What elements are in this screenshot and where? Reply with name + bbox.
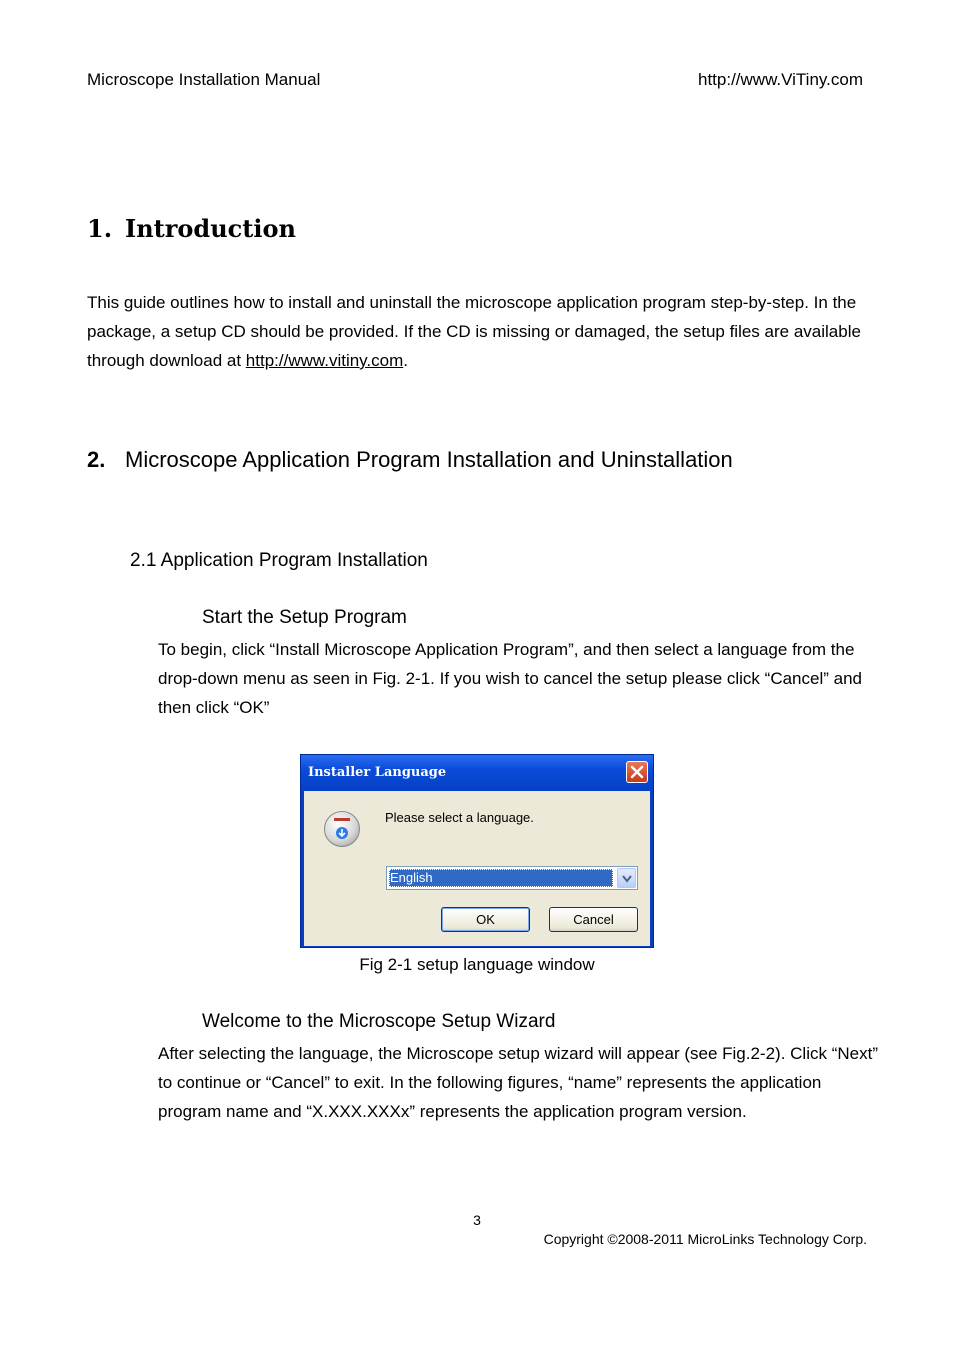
- section-1-number: 1.: [87, 214, 113, 243]
- section-1-heading: [87, 214, 296, 243]
- dialog-body: [304, 791, 650, 946]
- header-title: Microscope Installation Manual: [87, 70, 321, 89]
- intro-text: This guide outlines how to install and uninstall the microscope application program step-by-step. In the package, a setup CD should be provided. If the CD is missing or damaged, the setup files are available through download at: [87, 293, 861, 370]
- section-2-number: 2.: [87, 447, 106, 472]
- intro-paragraph: [87, 288, 877, 375]
- dropdown-arrow-icon[interactable]: [617, 868, 636, 888]
- section-1-title: Introduction: [125, 214, 296, 243]
- figure-caption: Fig 2-1 setup language window: [359, 955, 595, 974]
- step-start-setup-text: To begin, click “Install Microscope Application Program”, and then select a language from the drop-down menu as seen in Fig. 2-1. If you wish to cancel the setup please click “Cancel” and then click “OK”: [158, 640, 862, 717]
- dialog-title: Installer Language: [308, 765, 447, 780]
- vitiny-link[interactable]: http://www.vitiny.com: [245, 351, 404, 370]
- dialog-prompt: Please select a language.: [385, 810, 534, 825]
- step-welcome-text: After selecting the language, the Microscope setup wizard will appear (see Fig.2-2). Click “Next” to continue or “Cancel” to exit. In the following figures, “name” represents the application program name and “X.XXX.XXXx” represents the application program version.: [158, 1044, 878, 1121]
- page-number: 3: [473, 1212, 481, 1228]
- section-2-title: Microscope Application Program Installation and Uninstallation: [125, 447, 733, 472]
- language-select-value: English: [389, 869, 613, 887]
- cancel-button[interactable]: Cancel: [549, 907, 638, 932]
- step-start-setup-heading: Start the Setup Program: [202, 607, 407, 628]
- ok-button[interactable]: OK: [441, 907, 530, 932]
- section-2-heading: [87, 447, 733, 473]
- subsection-2-1-heading: 2.1 Application Program Installation: [130, 550, 428, 571]
- close-icon[interactable]: [626, 761, 648, 783]
- header-url: http://www.ViTiny.com: [697, 70, 863, 89]
- dialog-titlebar[interactable]: [301, 755, 653, 791]
- installer-icon: [324, 811, 360, 847]
- step-welcome-heading: Welcome to the Microscope Setup Wizard: [202, 1011, 556, 1032]
- language-select[interactable]: [386, 866, 638, 890]
- copyright: Copyright ©2008-2011 MicroLinks Technology Corp.: [543, 1231, 867, 1247]
- installer-language-dialog: [300, 754, 654, 948]
- intro-text-end: .: [403, 351, 408, 370]
